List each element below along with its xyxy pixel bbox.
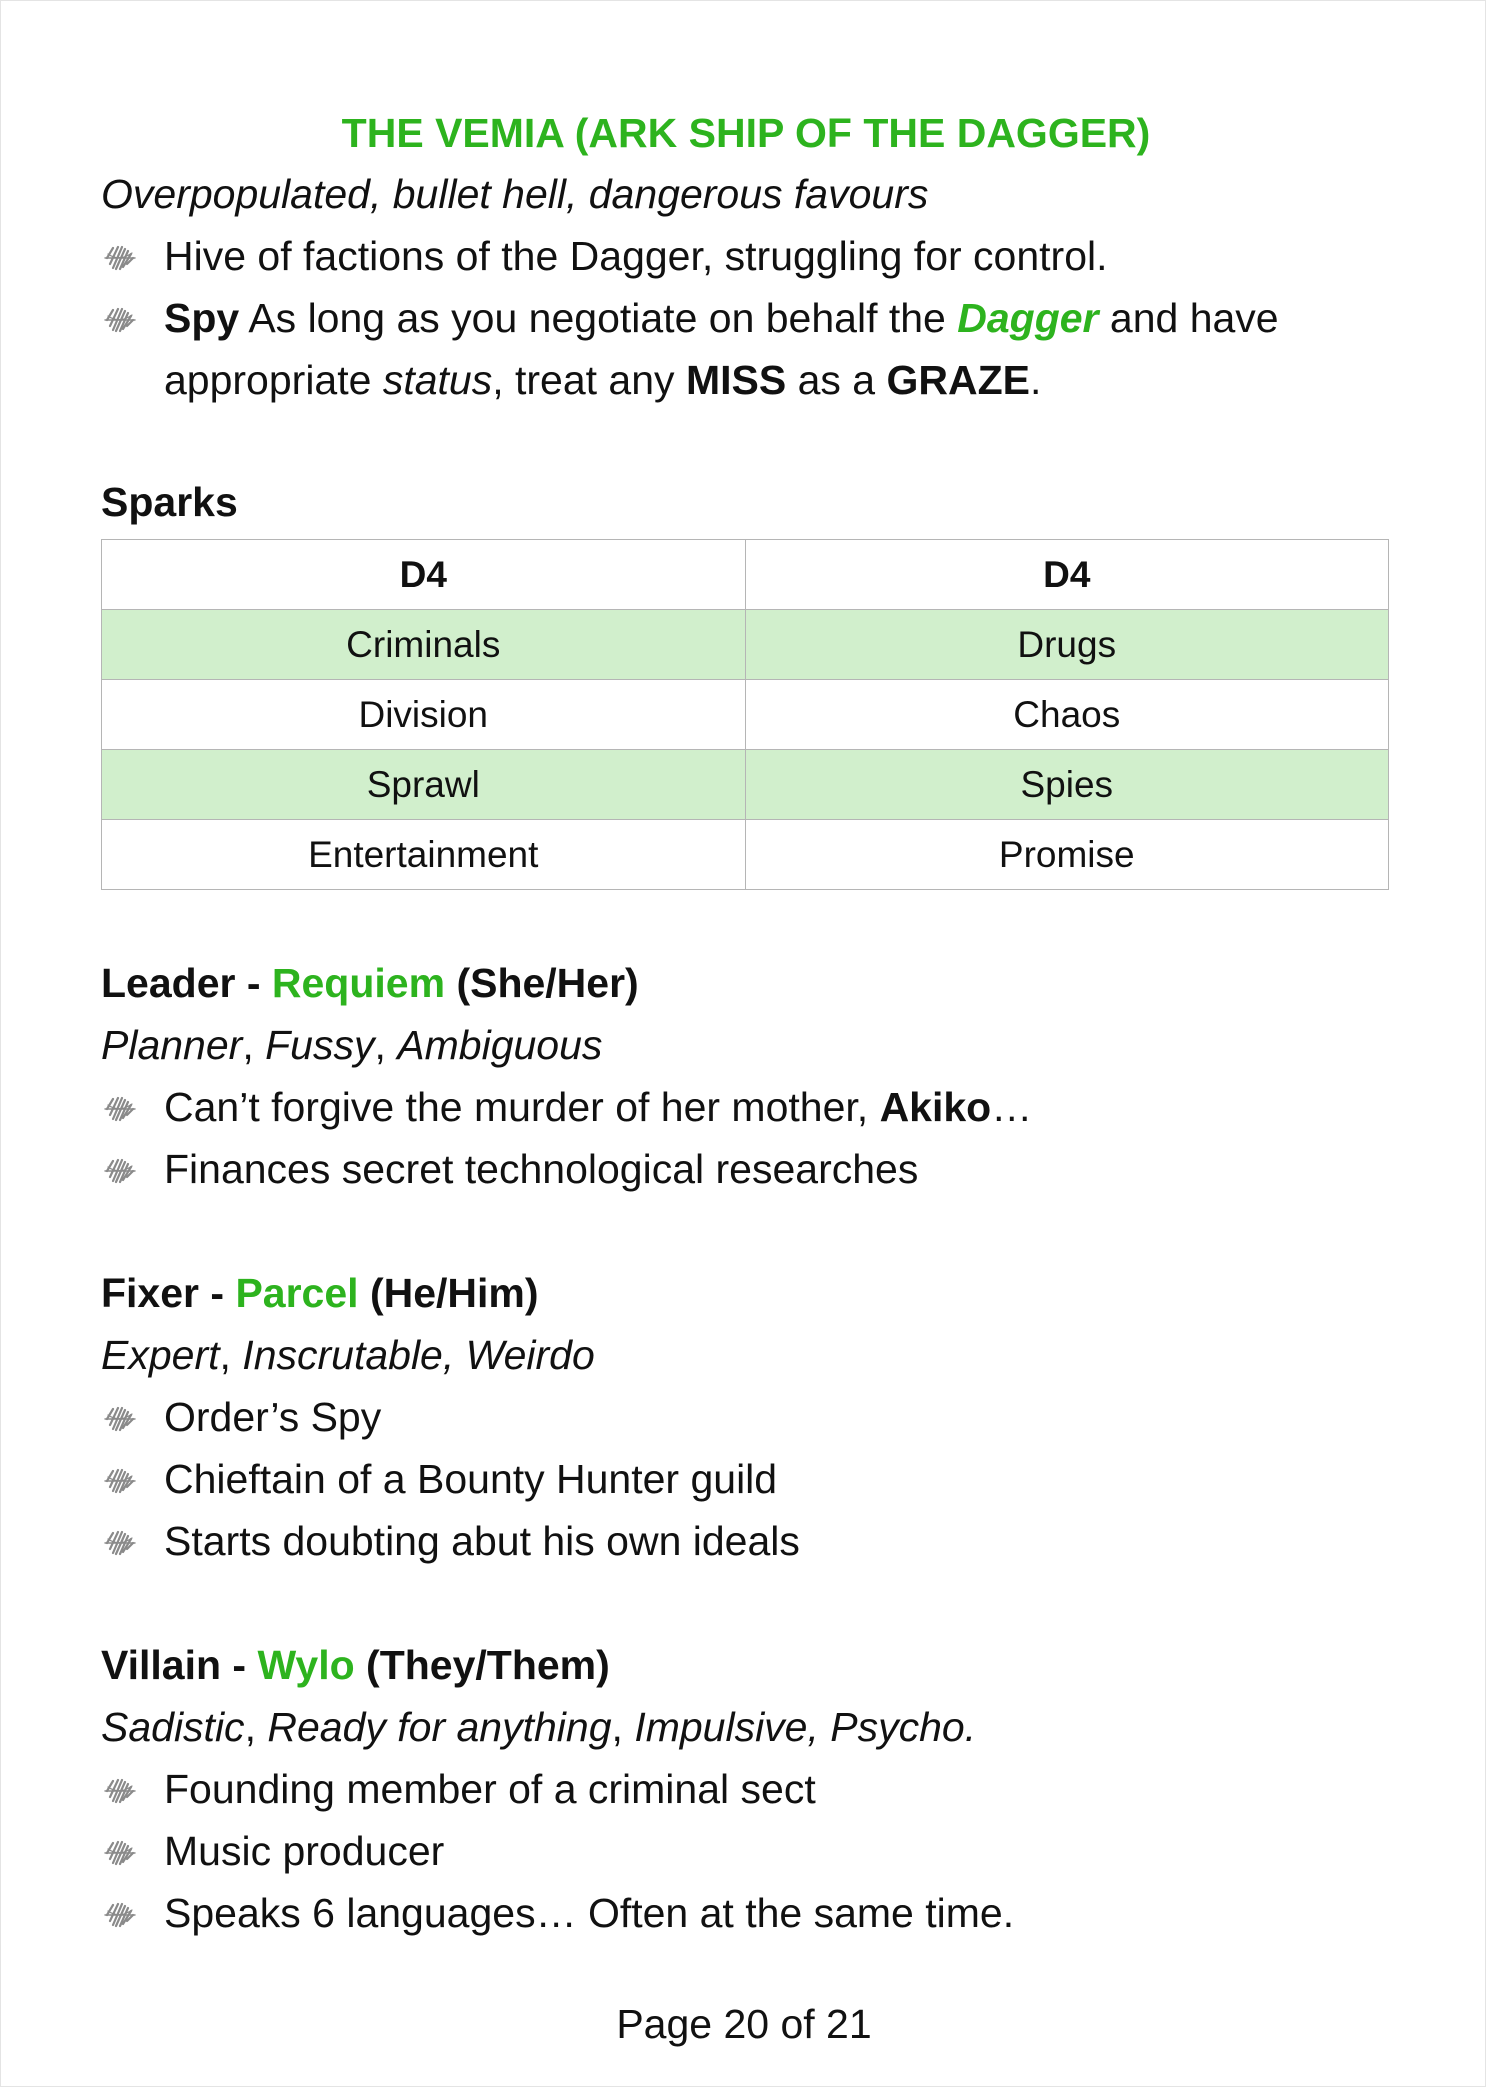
faction-name: Dagger [957,295,1099,341]
scribble-bullet-icon [101,1527,137,1557]
scribble-bullet-icon [101,1775,137,1805]
page-content [101,105,1391,1944]
page-number: Page 20 of 21 [616,2001,872,2047]
table-row [102,610,1389,680]
table-cell: Drugs [745,610,1389,680]
table-header-row [102,540,1389,610]
scribble-bullet-icon [101,1155,137,1185]
sparks-table [101,539,1389,890]
list-item: Order’s Spy [101,1386,1391,1448]
table-row [102,750,1389,820]
villain-name: Wylo [257,1642,355,1688]
scribble-bullet-icon [101,1837,137,1867]
location-tagline: Overpopulated, bullet hell, dangerous favours [101,171,929,217]
scribble-bullet-icon [101,1465,137,1495]
table-row [102,820,1389,890]
scribble-bullet-icon [101,1093,137,1123]
list-item: Music producer [101,1820,1391,1882]
sparks-heading: Sparks [101,479,238,525]
table-cell: Promise [745,820,1389,890]
villain-traits: Sadistic, Ready for anything, Impulsive, Psycho. [101,1704,977,1750]
fixer-name: Parcel [235,1270,359,1316]
table-cell: Criminals [102,610,746,680]
column-header: D4 [102,540,746,610]
list-item: Starts doubting abut his own ideals [101,1510,1391,1572]
list-item: Can’t forgive the murder of her mother, Akiko… [101,1076,1391,1138]
intro-bullet-list [101,225,1391,411]
list-item: Chieftain of a Bounty Hunter guild [101,1448,1391,1510]
scribble-bullet-icon [101,304,137,334]
table-cell: Division [102,680,746,750]
list-item: Finances secret technological researches [101,1138,1391,1200]
table-row [102,680,1389,750]
page-title: THE VEMIA (ARK SHIP OF THE DAGGER) [341,110,1151,156]
villain-bullet-list [101,1758,1391,1944]
list-item: Hive of factions of the Dagger, struggling for control. [101,225,1391,287]
list-item: Founding member of a criminal sect [101,1758,1391,1820]
leader-bullet-list [101,1076,1391,1200]
fixer-bullet-list [101,1386,1391,1572]
leader-heading: Leader - Requiem (She/Her) [101,960,639,1006]
fixer-heading: Fixer - Parcel (He/Him) [101,1270,539,1316]
table-cell: Spies [745,750,1389,820]
fixer-traits: Expert, Inscrutable, Weirdo [101,1332,595,1378]
villain-heading: Villain - Wylo (They/Them) [101,1642,610,1688]
spy-label: Spy [164,295,240,341]
column-header: D4 [745,540,1389,610]
list-item: Speaks 6 languages… Often at the same time. [101,1882,1391,1944]
scribble-bullet-icon [101,1403,137,1433]
character-name: Akiko [879,1084,992,1130]
leader-traits: Planner, Fussy, Ambiguous [101,1022,603,1068]
list-item-spy: Spy As long as you negotiate on behalf the Dagger and have appropriate status, treat any MISS as a GRAZE. [101,287,1391,411]
scribble-bullet-icon [101,1899,137,1929]
table-cell: Chaos [745,680,1389,750]
leader-name: Requiem [271,960,446,1006]
table-cell: Sprawl [102,750,746,820]
table-cell: Entertainment [102,820,746,890]
scribble-bullet-icon [101,242,137,272]
